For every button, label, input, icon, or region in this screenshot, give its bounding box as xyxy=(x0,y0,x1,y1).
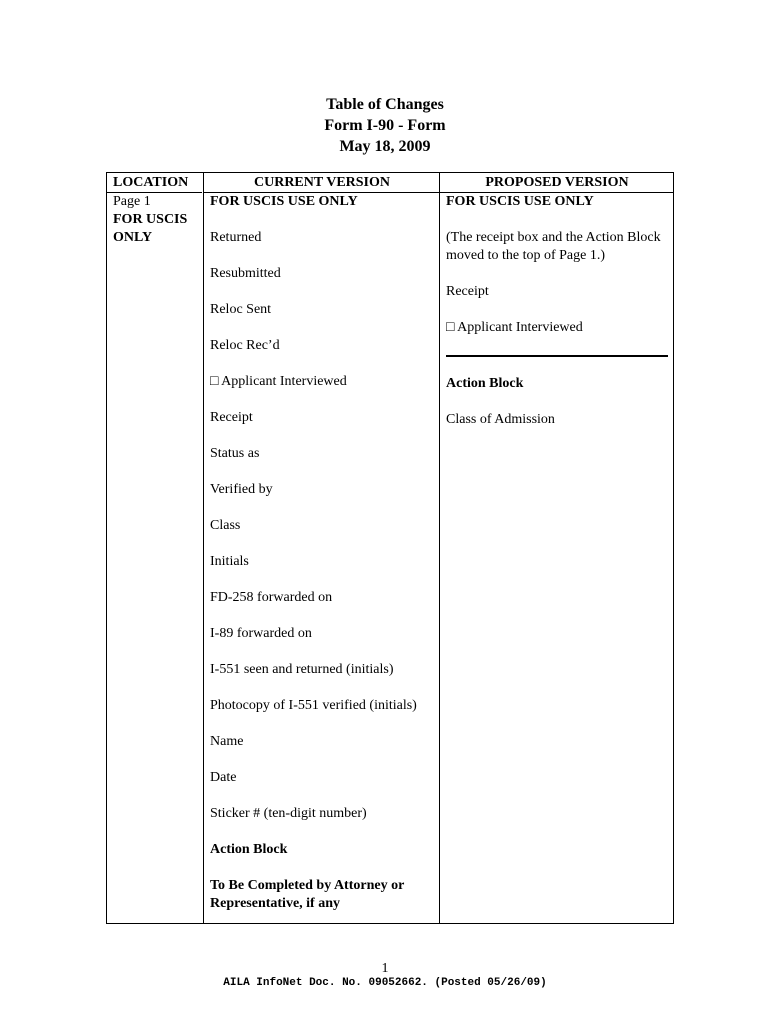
current-item: □ Applicant Interviewed xyxy=(210,374,347,389)
column-header-location: LOCATION xyxy=(107,173,202,193)
proposed-note: (The receipt box and the Action Block moved to the top of Page 1.) xyxy=(446,230,661,263)
current-item: Returned xyxy=(210,230,262,245)
current-item: Reloc Sent xyxy=(210,302,272,317)
proposed-action-block: Action Block xyxy=(446,376,524,391)
column-header-current: CURRENT VERSION xyxy=(204,173,440,193)
proposed-receipt: Receipt xyxy=(446,284,489,299)
proposed-version-column xyxy=(439,173,674,923)
document-title xyxy=(0,94,770,157)
title-line-2: Form I-90 - Form xyxy=(324,117,446,134)
current-item: FD-258 forwarded on xyxy=(210,590,333,605)
column-header-proposed: PROPOSED VERSION xyxy=(440,173,674,193)
current-item: I-551 seen and returned (initials) xyxy=(210,662,394,677)
page-number: 1 xyxy=(381,961,389,976)
current-item: Class xyxy=(210,518,241,533)
current-item: Verified by xyxy=(210,482,273,497)
current-item: Date xyxy=(210,770,237,785)
proposed-heading: FOR USCIS USE ONLY xyxy=(446,194,594,209)
title-line-1: Table of Changes xyxy=(326,96,444,113)
title-line-3: May 18, 2009 xyxy=(339,138,431,155)
current-item: Reloc Rec’d xyxy=(210,338,280,353)
current-item: Photocopy of I-551 verified (initials) xyxy=(210,698,417,713)
current-attorney-note: To Be Completed by Attorney or Representative, if any xyxy=(210,878,405,911)
location-section-line-2: ONLY xyxy=(113,230,153,245)
location-column xyxy=(107,173,202,923)
current-action-block: Action Block xyxy=(210,842,288,857)
proposed-applicant-interviewed: □ Applicant Interviewed xyxy=(446,320,583,335)
current-item: Status as xyxy=(210,446,260,461)
current-item: Resubmitted xyxy=(210,266,281,281)
location-section-line-1: FOR USCIS xyxy=(113,212,188,227)
proposed-class-of-admission: Class of Admission xyxy=(446,412,555,427)
current-item: Initials xyxy=(210,554,249,569)
current-version-column xyxy=(203,173,440,923)
current-item: Receipt xyxy=(210,410,253,425)
changes-table xyxy=(106,172,674,924)
location-page: Page 1 xyxy=(113,194,151,209)
doc-reference: AILA InfoNet Doc. No. 09052662. (Posted 05/26/09) xyxy=(223,977,547,989)
section-divider xyxy=(446,355,668,357)
current-heading: FOR USCIS USE ONLY xyxy=(210,194,358,209)
current-item: I-89 forwarded on xyxy=(210,626,312,641)
current-item: Name xyxy=(210,734,244,749)
current-item: Sticker # (ten-digit number) xyxy=(210,806,367,821)
